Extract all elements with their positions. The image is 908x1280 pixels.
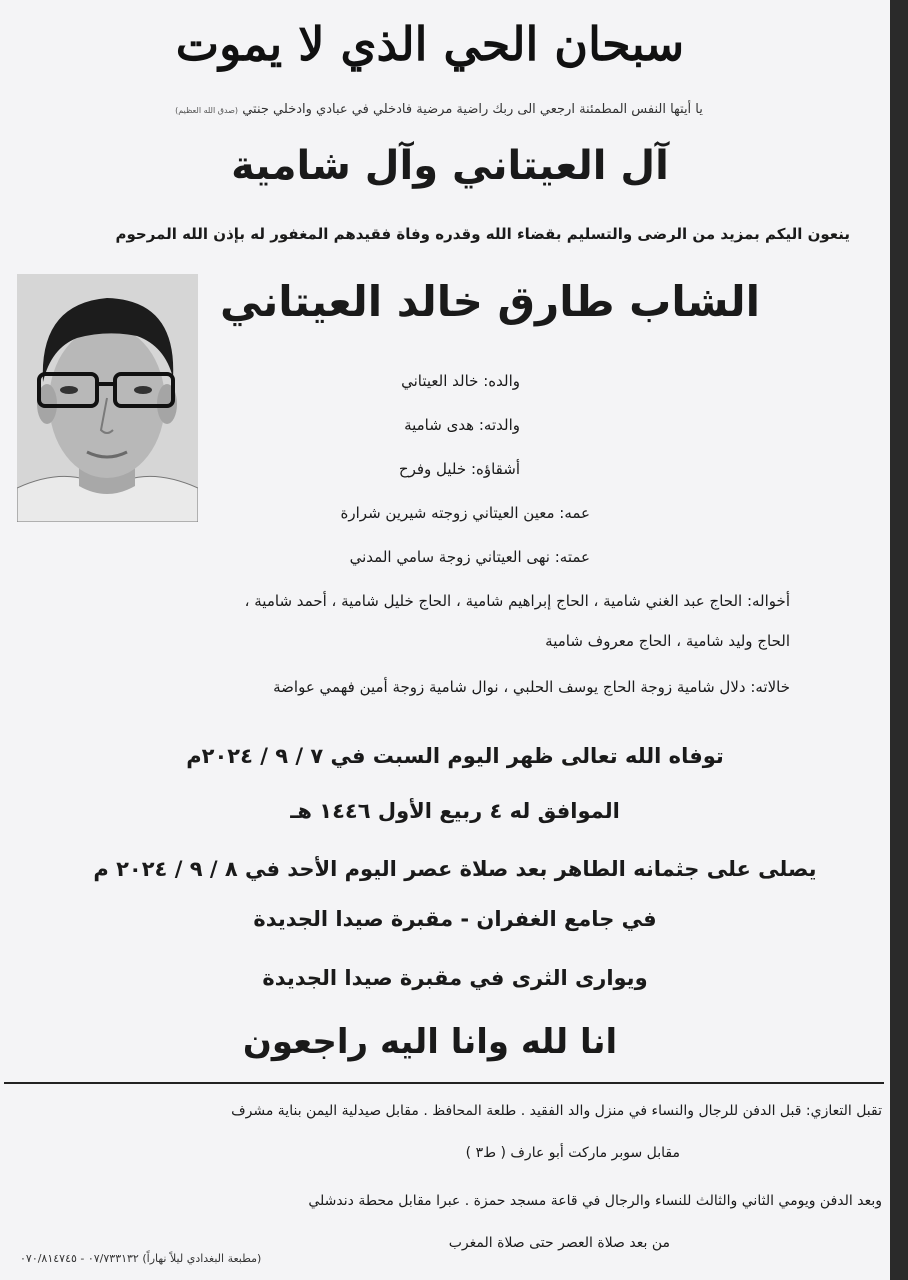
relative-maternal-aunts: خالاته: دلال شامية زوجة الحاج يوسف الحلبي ، نوال شامية زوجة أمين فهمي عواضة xyxy=(273,678,790,696)
deceased-name: الشاب طارق خالد العيتاني xyxy=(219,277,761,326)
relative-mother: والدته: هدى شامية xyxy=(404,416,520,434)
condolence-line-1: تقبل التعازي: قبل الدفن للرجال والنساء في منزل والد الفقيد . طلعة المحافظ . مقابل صيدلية اليمن بناية مشرف xyxy=(231,1103,882,1119)
relative-father: والده: خالد العيتاني xyxy=(401,372,520,390)
burial-line: ويوارى الثرى في مقبرة صيدا الجديدة xyxy=(262,966,648,990)
announcement-intro: ينعون اليكم بمزيد من الرضى والتسليم بقضاء الله وقدره وفاة فقيدهم المغفور له بإذن الله المرحوم xyxy=(115,225,850,243)
relative-maternal-uncles: أخواله: الحاج عبد الغني شامية ، الحاج إبراهيم شامية ، الحاج خليل شامية ، أحمد شامية ، xyxy=(244,592,790,610)
verse-reference: (صدق الله العظيم) xyxy=(175,106,239,115)
condolence-line-4: من بعد صلاة العصر حتى صلاة المغرب xyxy=(448,1235,670,1251)
calligraphy-header: سبحان الحي الذي لا يموت xyxy=(175,17,685,71)
condolence-line-3: وبعد الدفن ويومي الثاني والثالث للنساء والرجال في قاعة مسجد حمزة . عبرا مقابل محطة دندشلي xyxy=(308,1193,882,1209)
families-title: آل العيتاني وآل شامية xyxy=(231,143,669,189)
printer-footer: (مطبعة البغدادي ليلاً نهاراً) ٠٧/٧٣٣١٣٢ - ٠٧٠/٨١٤٧٤٥ xyxy=(20,1252,262,1265)
funeral-prayer-line: يصلى على جثمانه الطاهر بعد صلاة عصر اليوم الأحد في ٨ / ٩ / ٢٠٢٤ م xyxy=(93,857,817,881)
funeral-location-line: في جامع الغفران - مقبرة صيدا الجديدة xyxy=(253,907,657,931)
death-date-line: توفاه الله تعالى ظهر اليوم السبت في ٧ / ٩ / ٢٠٢٤م xyxy=(186,744,724,768)
relative-maternal-uncles-cont: الحاج وليد شامية ، الحاج معروف شامية xyxy=(545,632,790,650)
portrait-illustration xyxy=(17,274,198,522)
hijri-date-line: الموافق له ٤ ربيع الأول ١٤٤٦ هـ xyxy=(290,799,620,823)
quran-verse xyxy=(14,100,864,121)
divider-line xyxy=(4,1082,884,1084)
deceased-photo xyxy=(17,274,198,522)
relative-uncle: عمه: معين العيتاني زوجته شيرين شرارة xyxy=(340,504,590,522)
relative-siblings: أشقاؤه: خليل وفرح xyxy=(398,460,520,478)
closing-phrase: انا لله وانا اليه راجعون xyxy=(242,1022,618,1062)
condolence-line-2: مقابل سوبر ماركت أبو عارف ( ط٣ ) xyxy=(465,1145,680,1161)
relative-aunt: عمته: نهى العيتاني زوجة سامي المدني xyxy=(349,548,590,566)
verse-text: يا أيتها النفس المطمئنة ارجعي الى ربك راضية مرضية فادخلي في عبادي وادخلي جنتي xyxy=(242,102,703,117)
